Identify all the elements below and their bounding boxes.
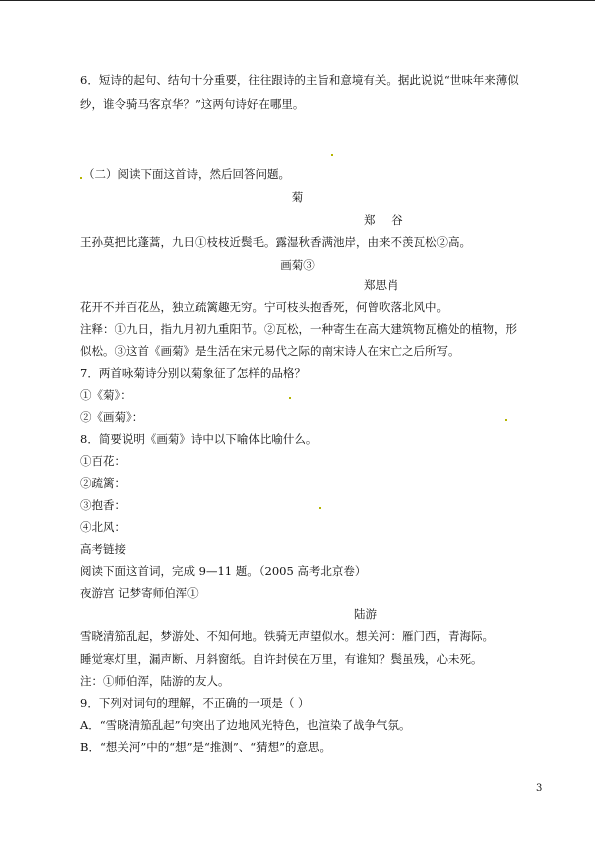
question-6-line-2: 纱，谁令骑马客京华？”这两句诗好在哪里。: [80, 97, 305, 111]
poem-2-author: 郑思肖: [364, 278, 399, 292]
question-7-answer-a: ①《菊》：: [80, 388, 132, 402]
question-9-option-b: B．“想关河”中的“想”是“推测”、“猜想”的意思。: [80, 740, 331, 754]
gaokao-heading: 高考链接: [80, 542, 126, 556]
gaokao-intro: 阅读下面这首词，完成 9—11 题。（2005 高考北京卷）: [80, 564, 367, 578]
speck-mark: [331, 154, 333, 156]
ci-line-1: 雪晓清笳乱起，梦游处、不知何地。铁骑无声望似水。想关河：雁门西，青海际。: [80, 629, 494, 643]
poem-1-title: 菊: [291, 190, 304, 204]
ci-line-2: 睡觉寒灯里，漏声断、月斜窗纸。自许封侯在万里，有谁知？鬓虽残，心未死。: [80, 652, 483, 666]
question-7: 7．两首咏菊诗分别以菊象征了怎样的品格？: [80, 366, 306, 380]
ci-author: 陆游: [354, 607, 377, 621]
poem-2-text: 花开不并百花丛，独立疏篱趣无穷。宁可枝头抱香死，何曾吹落北风中。: [80, 300, 448, 314]
section-2-heading: （二）阅读下面这首诗，然后回答问题。: [83, 167, 290, 181]
question-6-line-1: 6．短诗的起句、结句十分重要，往往跟诗的主旨和意境有关。据此说说“世味年来薄似: [80, 73, 519, 87]
question-7-answer-b: ②《画菊》：: [80, 410, 144, 424]
notes-line-1: 注释：①九日，指九月初九重阳节。②瓦松，一种寄生在高大建筑物瓦檐处的植物，形: [80, 322, 517, 336]
poem-1-author: 郑 谷: [364, 213, 409, 227]
question-9-option-a: A．“雪晓清笳乱起”句突出了边地风光特色，也渲染了战争气氛。: [80, 718, 411, 732]
question-8-item-b: ②疏篱：: [80, 476, 126, 490]
page-number: 3: [536, 783, 543, 794]
question-8-item-a: ①百花：: [80, 454, 126, 468]
question-8-item-c: ③抱香：: [80, 498, 126, 512]
poem-2-title: 画菊③: [280, 258, 315, 272]
notes-line-2: 似松。③这首《画菊》是生活在宋元易代之际的南宋诗人在宋亡之后所写。: [80, 344, 460, 358]
ci-note: 注：①师伯浑，陆游的友人。: [80, 674, 230, 688]
speck-mark: [80, 177, 82, 179]
question-9: 9．下列对词句的理解，不正确的一项是（ ）: [80, 696, 310, 710]
speck-mark: [289, 397, 291, 399]
question-8-item-d: ④北风：: [80, 520, 126, 534]
poem-1-text: 王孙莫把比蓬蒿，九日①枝枝近鬓毛。露湿秋香满池岸，由来不羡瓦松②高。: [80, 235, 471, 249]
speck-mark: [505, 419, 507, 421]
top-border-line: [0, 0, 595, 1]
question-8: 8．简要说明《画菊》诗中以下喻体比喻什么。: [80, 432, 318, 446]
speck-mark: [319, 507, 321, 509]
ci-title: 夜游宫 记梦寄师伯浑①: [80, 586, 199, 600]
